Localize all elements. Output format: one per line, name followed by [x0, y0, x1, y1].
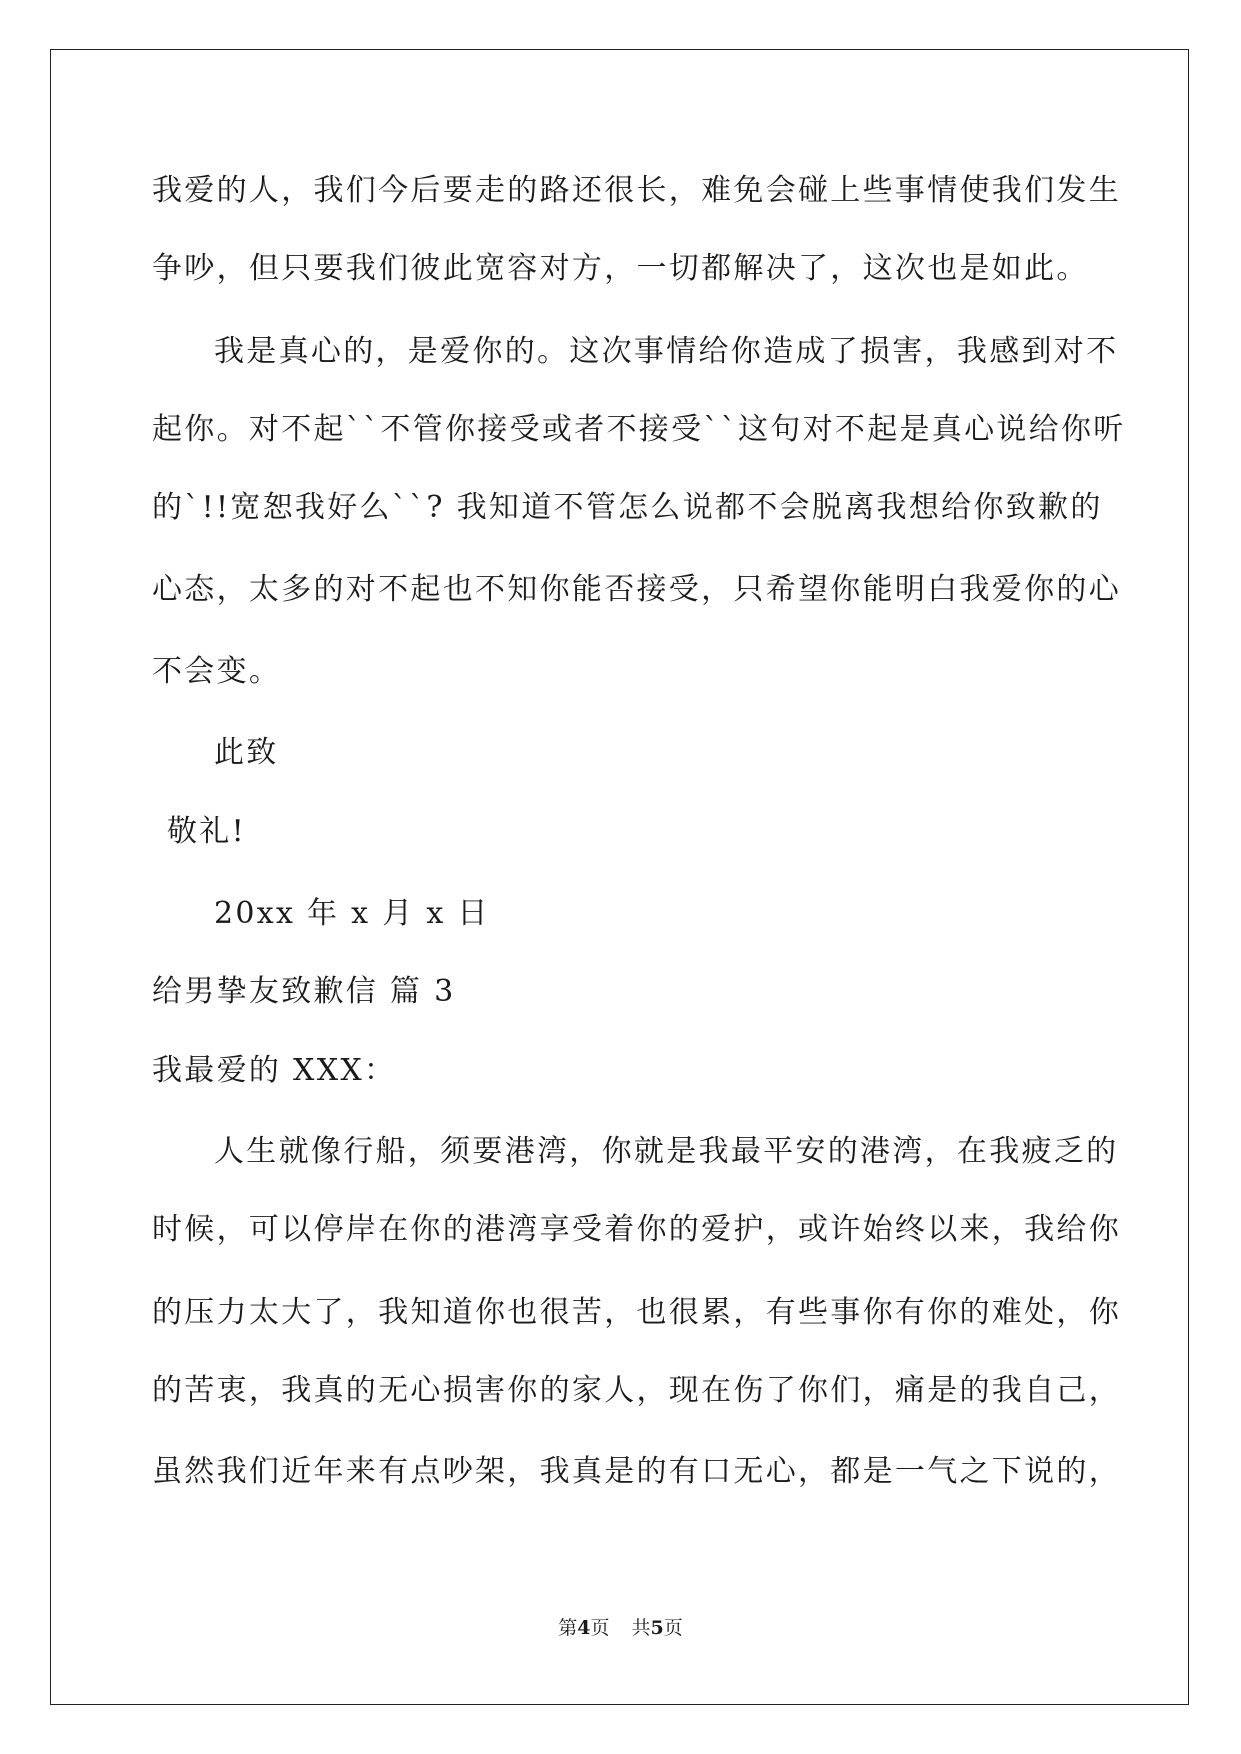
- body-line: 心态，太多的对不起也不知你能否接受，只希望你能明白我爱你的心: [152, 572, 1121, 607]
- body-line: 我是真心的，是爱你的。这次事情给你造成了损害，我感到对不: [214, 334, 1119, 369]
- body-line: 的压力太大了，我知道你也很苦，也很累，有些事你有你的难处，你: [152, 1295, 1121, 1330]
- body-line: 争吵，但只要我们彼此宽容对方，一切都解决了，这次也是如此。: [152, 251, 1089, 286]
- total-suffix: 页: [663, 1617, 683, 1639]
- body-line: 虽然我们近年来有点吵架，我真是的有口无心，都是一气之下说的，: [152, 1454, 1121, 1489]
- body-line: 的`!!宽恕我好么``? 我知道不管怎么说都不会脱离我想给你致歉的: [152, 490, 1103, 525]
- body-line: 不会变。: [152, 654, 282, 689]
- section-title: 给男挚友致歉信 篇 3: [152, 974, 456, 1009]
- page-footer: [0, 1616, 1241, 1640]
- letter-greeting: 我最爱的 XXX：: [152, 1053, 397, 1088]
- body-line: 起你。对不起``不管你接受或者不接受``这句对不起是真心说给你听: [152, 412, 1126, 447]
- letter-date: 20xx 年 x 月 x 日: [214, 896, 490, 931]
- body-line: 时候，可以停岸在你的港湾享受着你的爱护，或许始终以来，我给你: [152, 1212, 1121, 1247]
- body-line: 的苦衷，我真的无心损害你的家人，现在伤了你们，痛是的我自己，: [152, 1373, 1121, 1408]
- total-pages-number: 5: [650, 1617, 664, 1639]
- total-prefix: 共: [631, 1617, 651, 1639]
- body-line: 人生就像行船，须要港湾，你就是我最平安的港湾，在我疲乏的: [214, 1134, 1119, 1169]
- page-prefix: 第: [558, 1617, 578, 1639]
- body-line: 我爱的人，我们今后要走的路还很长，难免会碰上些事情使我们发生: [152, 173, 1121, 208]
- closing-salutation: 此致: [214, 735, 279, 770]
- page-suffix: 页: [590, 1617, 610, 1639]
- closing-regards: 敬礼!: [167, 814, 246, 849]
- current-page-number: 4: [577, 1617, 591, 1639]
